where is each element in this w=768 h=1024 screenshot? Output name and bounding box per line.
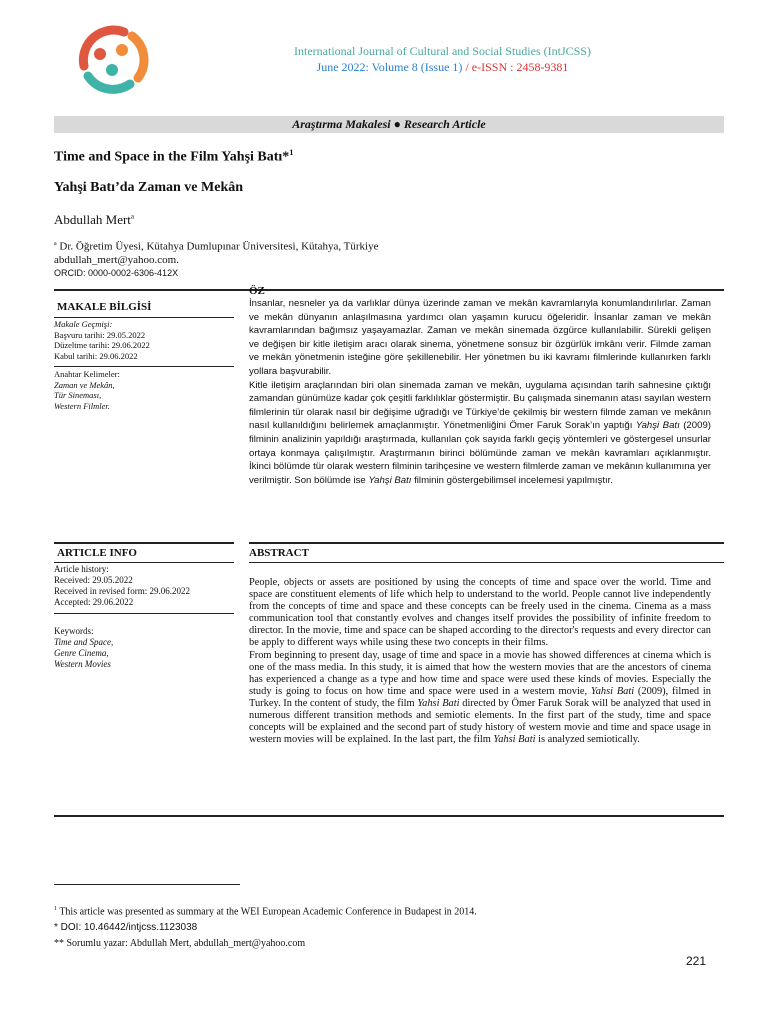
author-name	[54, 212, 134, 228]
abstract-p2-part-4: is analyzed semiotically.	[535, 734, 640, 746]
divider-mid-left	[54, 542, 234, 544]
article-keyword-1: Time and Space,	[54, 637, 114, 647]
abstract-p2-part-1: From beginning to present day, usage of time and space in a movie has showed differences at cinema which is one of the mass media. In this study, it is aimed that how the western movies that are the ancestors of cinema has experienced a change as a type and how time and space were used these kinds of movies. Especially the study is going to focus on how time and space were used in a western movie,	[249, 649, 711, 697]
oz-film-title: Yahşi Batı	[635, 420, 680, 432]
article-keyword-3: Western Movies	[54, 659, 111, 669]
makale-divider	[54, 317, 234, 318]
journal-title: International Journal of Cultural and Social Studies (IntJCSS)	[294, 44, 591, 58]
oz-film-title-2: Yahşi Batı	[368, 474, 412, 486]
article-info-divider-2	[54, 613, 234, 614]
divider-top	[54, 289, 724, 291]
article-keyword-2: Genre Cinema,	[54, 648, 109, 658]
abstract-p2-part-2: (2009), filmed in Turkey. In the content of study, the film	[249, 685, 711, 709]
footnote-rule	[54, 884, 240, 885]
abstract-p2-part-3: directed by Ömer Faruk Sorak will be analyzed that used in numerous different transition methods and semiotic elements. In the first part of the study, time and space concepts will be explained and the second part of study history of western movie and time and space usage in western movies will be explained. In the last part, the film	[249, 697, 712, 746]
makale-keyword-2: Tür Sineması,	[54, 390, 102, 400]
makale-keywords-label: Anahtar Kelimeler:	[54, 369, 120, 379]
oz-p2-part-3: filminin göstergebilimsel incelemesi yapılmıştır.	[411, 474, 614, 486]
article-accepted: Accepted: 29.06.2022	[54, 597, 134, 607]
footnote-1	[54, 906, 477, 917]
title-turkish: Yahşi Batı’da Zaman ve Mekân	[54, 180, 244, 195]
makale-keyword-1: Zaman ve Mekân,	[54, 379, 115, 390]
article-history	[54, 564, 234, 608]
abstract-heading: ABSTRACT	[249, 547, 309, 559]
article-keywords	[54, 626, 234, 670]
abstract-film-title-3: Yahsi Bati	[493, 734, 536, 746]
makale-history-label: Makale Geçmişi:	[54, 319, 113, 329]
issue-text: June 2022: Volume 8 (Issue 1)	[316, 60, 463, 74]
oz-heading: ÖZ	[249, 285, 265, 297]
footnote-corresponding: ** Sorumlu yazar: Abdullah Mert, abdullah_mert@yahoo.com	[54, 938, 306, 949]
author-name-text: Abdullah Mert	[54, 212, 131, 227]
article-info-divider	[54, 562, 234, 563]
abstract-film-title: Yahsi Bati	[590, 685, 635, 697]
article-info-heading: ARTICLE INFO	[57, 547, 137, 559]
author-orcid: ORCID: 0000-0002-6306-412X	[54, 267, 179, 278]
abstract-body	[249, 577, 711, 746]
divider-mid-right	[249, 542, 724, 544]
oz-body	[249, 297, 711, 487]
makale-revised: Düzeltme tarihi: 29.06.2022	[54, 340, 150, 350]
page-number: 221	[686, 954, 707, 968]
title-english-text: Time and Space in the Film Yahşi Batı*	[54, 149, 290, 165]
makale-accepted: Kabul tarihi: 29.06.2022	[54, 350, 138, 361]
divider-bottom	[54, 815, 724, 817]
oz-paragraph-2	[249, 379, 711, 488]
article-type-banner: Araştırma Makalesi ● Research Article	[54, 116, 724, 133]
article-revised: Received in revised form: 29.06.2022	[54, 586, 190, 596]
article-keywords-label: Keywords:	[54, 626, 94, 636]
makale-bilgisi-heading: MAKALE BİLGİSİ	[57, 301, 152, 313]
issue-line	[230, 60, 655, 75]
affiliation-text: Dr. Öğretim Üyesi, Kütahya Dumlupınar Üniversitesi, Kütahya, Türkiye	[56, 240, 379, 253]
eissn-text: / e-ISSN : 2458-9381	[462, 60, 569, 74]
abstract-paragraph-1: People, objects or assets are positioned by using the concepts of time and space over the world. Time and space are constituent elements of life which help to understand to the world. People cannot live independently from the concepts of time and space and these concepts can be freely used in the cinema. Cinema as a mass communication tool that constantly evolves and changes itself provides the possibility of infinite freedom to director. In the movie, time and space can be shaped according to the director's requests and every director can be apply to different ways while using these two concepts in their films.	[249, 577, 711, 649]
oz-p2-part-2: (2009) filminin analizinin yapıldığı araştırmada, kullanılan çok sayıda farklı geçiş yöntemleri ve göstergesel unsurlar ortaya konmaya çalışılmıştır. Araştırmanın birinci bölümünde zaman ve mekân kavramları açıklanmıştır. İkinci bölümde tür olarak western filminin tarihçesine ve western filmlerde zaman ve mekânın kullanımına yer verilmiştir. Son bölümde ise	[249, 420, 711, 486]
abstract-film-title-2: Yahsi Bati	[417, 697, 460, 709]
makale-divider-2	[54, 366, 234, 367]
makale-keywords	[54, 369, 234, 411]
affiliation-marker: a	[54, 241, 57, 247]
footnote-doi: * DOI: 10.46442/intjcss.1123038	[54, 922, 198, 933]
oz-paragraph-1: İnsanlar, nesneler ya da varlıklar dünya üzerinde zaman ve mekân kavramlarıyla konumlandırılırlar. Zaman ve mekân dünyanın anlaşılmasına yardımcı olan yaşamın kurucu öğeleridir. İnsanlar zaman ve mekân kavramlarından bağımsız yaşayamazlar. Zaman ve mekân sinemada özgürce kullanılabilir. Sürekli gelişen ve değişen bir kitle iletişim aracı olarak sinema, yönetmene sonsuz bir özgürlük imkânı verir. Filmde zaman ve mekân yönetmenin isteğine göre şekillenebilir. Her yönetmen bu iki kavramı filmlerinde kullanırken farklı yollara başvurabilir.	[249, 298, 711, 377]
abstract-paragraph-2	[249, 650, 711, 747]
title-english	[54, 148, 293, 166]
title-footnote-marker: 1	[289, 148, 294, 157]
affiliation-line	[54, 238, 654, 254]
author-affiliation-marker: a	[130, 212, 135, 221]
affiliation-block	[54, 238, 654, 280]
makale-history	[54, 319, 234, 361]
journal-logo	[72, 24, 158, 94]
article-received: Received: 29.05.2022	[54, 575, 133, 585]
footnote-1-text: This article was presented as summary at the WEI European Academic Conference in Budapest in 2014.	[57, 906, 477, 918]
makale-received: Başvuru tarihi: 29.05.2022	[54, 329, 146, 340]
abstract-divider	[249, 562, 724, 563]
article-history-label: Article history:	[54, 564, 109, 574]
author-email: abdullah_mert@yahoo.com.	[54, 253, 179, 266]
footnote-1-marker: 1	[54, 906, 57, 912]
oz-p2-part-1: Kitle iletişim araçlarından biri olan sinemada zaman ve mekân, uygulama açısından tarih sahnesine çıktığı zamandan günümüze kadar çok çeşitli farklılıklar göstermiştir. Bu çalışmada sinemanın atası sayılan western filmlerinin tür olarak nasıl bir değişime uğradığı ve Türkiye’de çekilmiş bir western filmde zaman ve mekânın nasıl kullanıldığını belirlemek amaçlanmıştır. Yönetmenliğini Ömer Faruk Sorak’ın yaptığı	[249, 379, 711, 432]
makale-keyword-3: Western Filmler.	[54, 400, 110, 411]
